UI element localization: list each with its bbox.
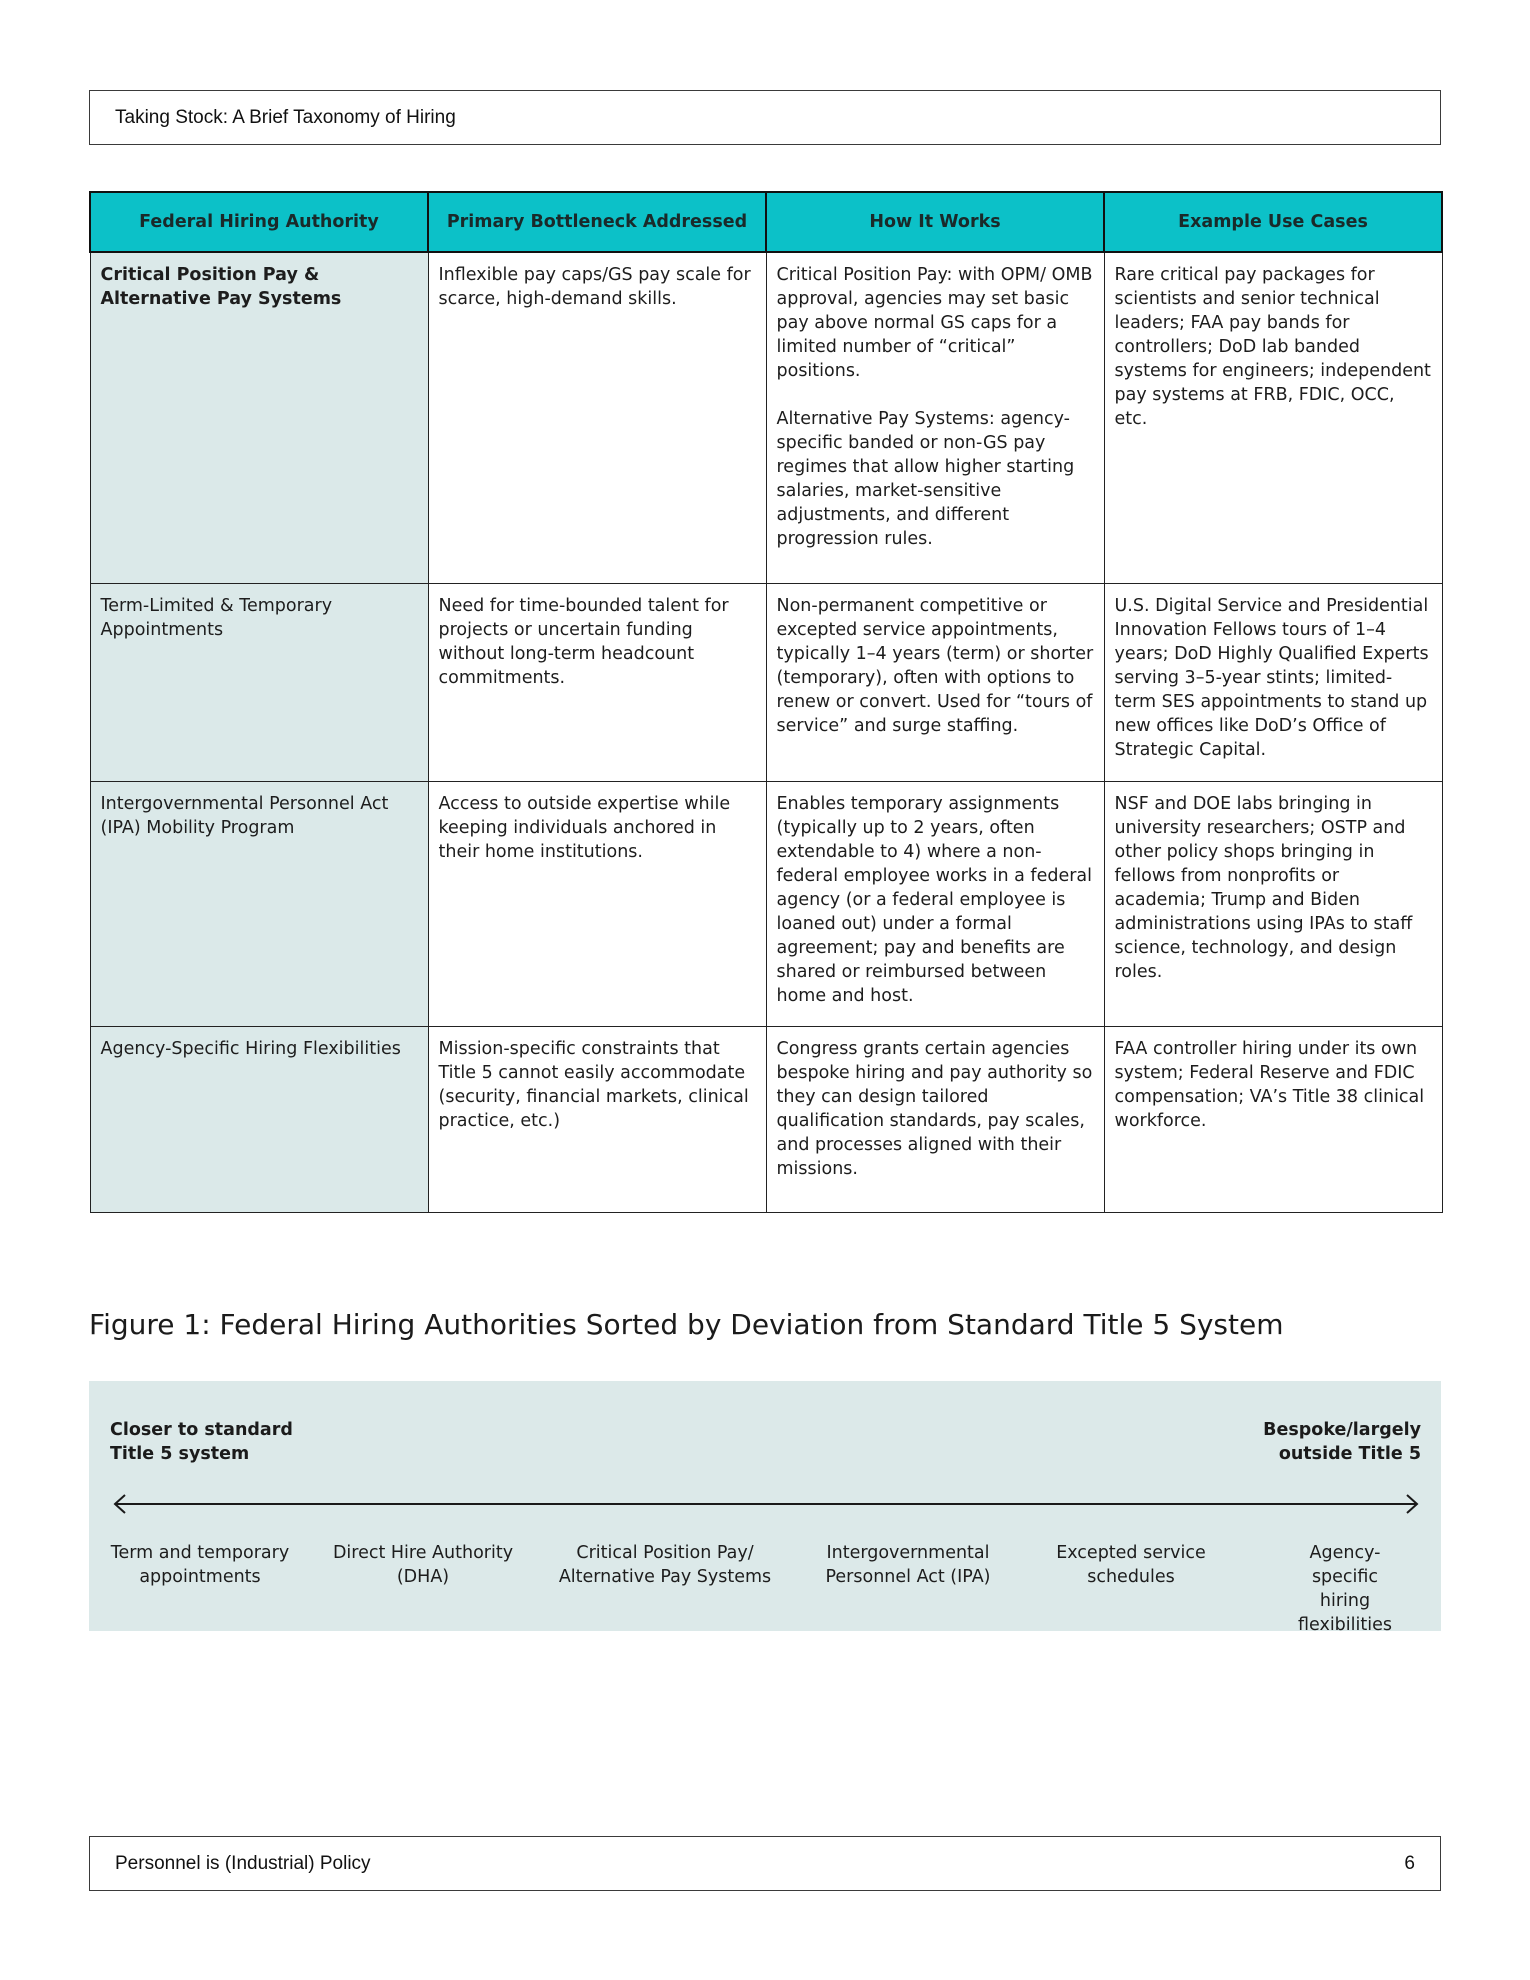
spectrum-item-critical-pay: Critical Position Pay/ Alternative Pay Systems (558, 1543, 772, 1587)
spectrum-item-dha: Direct Hire Authority (DHA) (332, 1543, 514, 1587)
column-header-examples: Example Use Cases (1104, 192, 1442, 252)
how-cell: Non-permanent competitive or excepted service appointments, typically 1–4 years (term) or shorter (temporary), often with options to renew or convert. Used for “tours of service” and surge staffing. (766, 584, 1104, 782)
examples-cell: U.S. Digital Service and Presidential Innovation Fellows tours of 1–4 years; DoD Highly Qualified Experts serving 3–5-year stints; limited-term SES appointments to stand up new offices like DoD’s Office of Strategic Capital. (1104, 584, 1442, 782)
bottleneck-cell: Mission-specific constraints that Title 5 cannot easily accommodate (security, financial markets, clinical practice, etc.) (428, 1027, 766, 1213)
spectrum-item-ipa: Intergovernmental Personnel Act (IPA) (825, 1543, 991, 1587)
spectrum-right-label: Bespoke/largely outside Title 5 (1263, 1420, 1421, 1464)
table-row (90, 1027, 1442, 1213)
column-header-authority: Federal Hiring Authority (90, 192, 428, 252)
spectrum-item-term-temporary: Term and temporary appointments (110, 1543, 290, 1587)
spectrum-item-excepted-service: Excepted service schedules (1056, 1543, 1206, 1587)
spectrum-left-label: Closer to standard Title 5 system (110, 1420, 293, 1464)
table-row (90, 782, 1442, 1027)
bottleneck-cell: Inflexible pay caps/GS pay scale for scarce, high-demand skills. (428, 252, 766, 584)
deviation-spectrum (89, 1381, 1441, 1635)
spectrum-item-agency-specific: Agency-specific hiring flexibilities (1297, 1543, 1392, 1635)
column-header-bottleneck: Primary Bottleneck Addressed (428, 192, 766, 252)
bottleneck-cell: Access to outside expertise while keeping individuals anchored in their home institutions. (428, 782, 766, 1027)
examples-cell: Rare critical pay packages for scientists and senior technical leaders; FAA pay bands for controllers; DoD lab banded systems for engineers; independent pay systems at FRB, FDIC, OCC, etc. (1104, 252, 1442, 584)
authority-cell: Intergovernmental Personnel Act (IPA) Mobility Program (90, 782, 428, 1027)
page-number: 6 (1404, 1852, 1415, 1874)
table-row (90, 252, 1442, 584)
running-footer (89, 1836, 1441, 1891)
authority-cell: Critical Position Pay & Alternative Pay Systems (90, 252, 428, 584)
column-header-how: How It Works (766, 192, 1104, 252)
examples-cell: NSF and DOE labs bringing in university researchers; OSTP and other policy shops bringing in fellows from nonprofits or academia; Trump and Biden administrations using IPAs to staff science, technology, and design roles. (1104, 782, 1442, 1027)
running-header (89, 90, 1441, 145)
table-row (90, 584, 1442, 782)
bottleneck-cell: Need for time-bounded talent for projects or uncertain funding without long-term headcount commitments. (428, 584, 766, 782)
running-footer-title: Personnel is (Industrial) Policy (115, 1852, 371, 1874)
hiring-authorities-table (89, 191, 1443, 1213)
how-cell: Enables temporary assignments (typically up to 2 years, often extendable to 4) where a non-federal employee works in a federal agency (or a federal employee is loaned out) under a formal agreement; pay and benefits are shared or reimbursed between home and host. (766, 782, 1104, 1027)
double-arrow-axis (89, 1489, 1441, 1519)
how-paragraph-alt-pay: Alternative Pay Systems: agency-specific banded or non-GS pay regimes that allow higher starting salaries, market-sensitive adjustments, and different progression rules. (776, 409, 1075, 549)
running-header-title: Taking Stock: A Brief Taxonomy of Hiring (115, 106, 456, 128)
how-cell (766, 252, 1104, 584)
examples-cell: FAA controller hiring under its own system; Federal Reserve and FDIC compensation; VA’s Title 38 clinical workforce. (1104, 1027, 1442, 1213)
how-paragraph-critical-pay: Critical Position Pay: with OPM/ OMB approval, agencies may set basic pay above normal GS caps for a limited number of “critical” positions. (776, 265, 1093, 381)
authority-cell: Term-Limited & Temporary Appointments (90, 584, 428, 782)
figure-title: Figure 1: Federal Hiring Authorities Sorted by Deviation from Standard Title 5 System (89, 1308, 1284, 1341)
how-cell: Congress grants certain agencies bespoke hiring and pay authority so they can design tailored qualification standards, pay scales, and processes aligned with their missions. (766, 1027, 1104, 1213)
authority-cell: Agency-Specific Hiring Flexibilities (90, 1027, 428, 1213)
table-header-row (90, 192, 1442, 252)
